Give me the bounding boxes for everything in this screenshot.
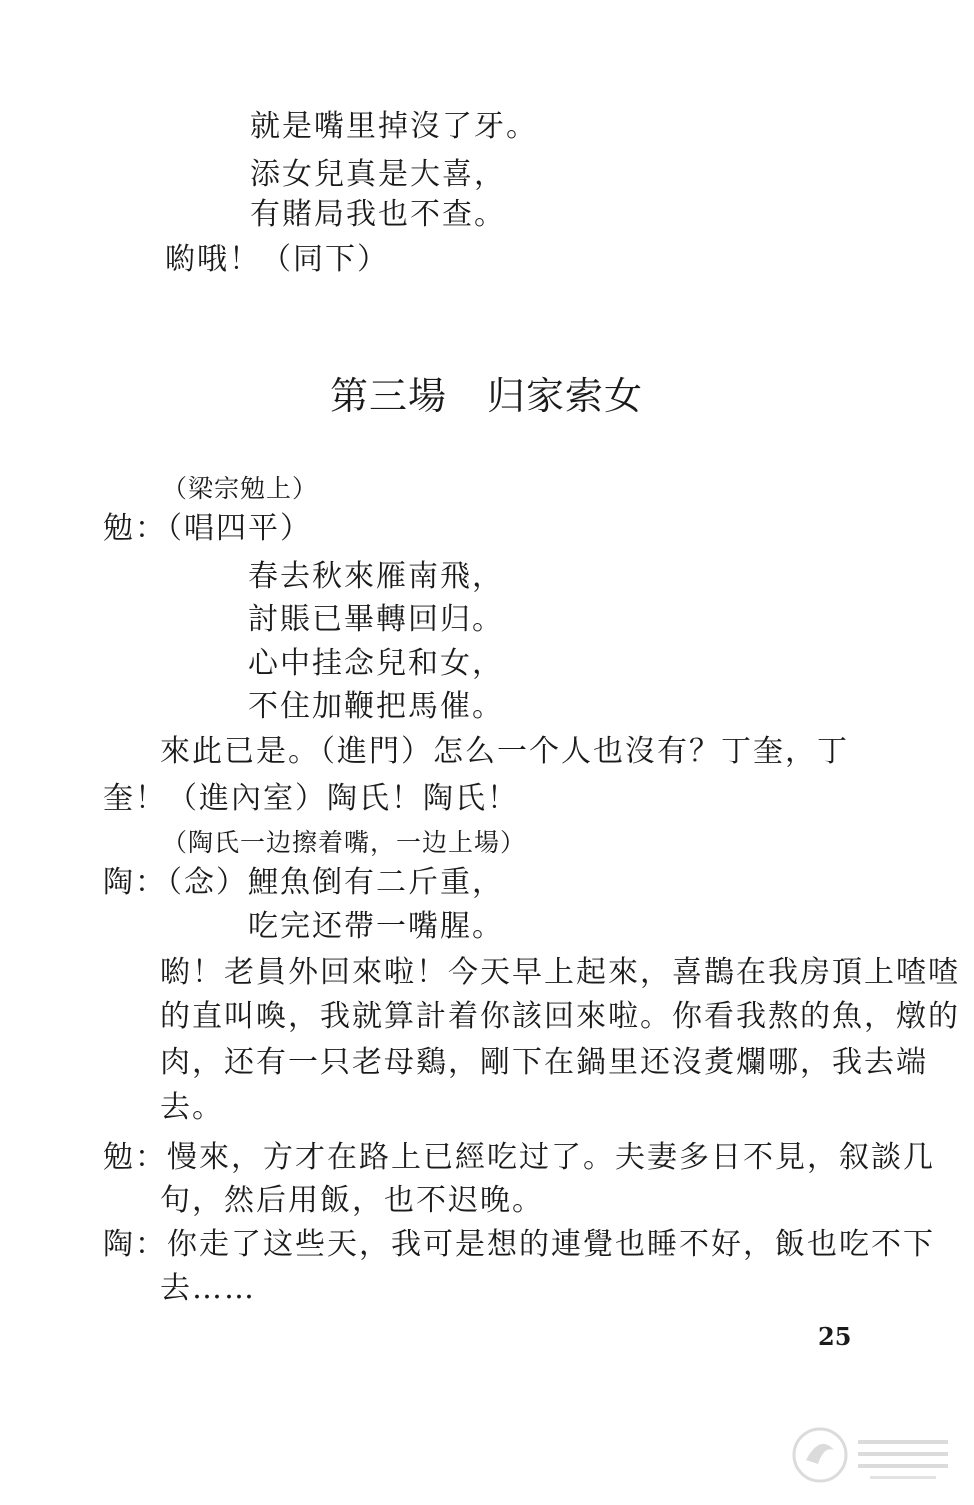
- dialogue-line-2: 來此已是。（進門）怎么一个人也沒有？丁奎，丁: [160, 734, 849, 769]
- dialogue-line-4: 陶：（念）鯉魚倒有二斤重，: [103, 865, 504, 900]
- dialogue-line-1: 勉：（唱四平）: [103, 511, 312, 546]
- verse-line-4: 不住加鞭把馬催。: [248, 689, 504, 724]
- verse-line-3: 心中挂念兒和女，: [248, 646, 504, 681]
- dialogue-line-3: 奎！（進內室）陶氏！陶氏！: [103, 781, 519, 816]
- text-line-2: 添女兒真是大喜，: [250, 157, 506, 192]
- scene-number: 第三場: [330, 374, 448, 418]
- text-line-3: 有賭局我也不查。: [250, 197, 506, 232]
- verse-line-5: 吃完还帶一嘴腥。: [248, 909, 504, 944]
- stage-direction-2: （陶氏一边擦着嘴，一边上場）: [162, 828, 527, 857]
- dialogue-line-5: 喲！老員外回來啦！今天早上起來，喜鵲在我房頂上喳喳: [160, 955, 960, 990]
- verse-line-2: 討賬已畢轉回归。: [248, 602, 504, 637]
- text-line-4: 喲哦！（同下）: [165, 242, 389, 277]
- dialogue-line-6: 的直叫喚，我就算計着你該回來啦。你看我熬的魚，燉的: [160, 999, 960, 1034]
- page-number: 25: [818, 1322, 852, 1351]
- dialogue-line-7: 肉，还有一只老母鷄，剛下在鍋里还沒煑爛哪，我去端: [160, 1045, 928, 1080]
- dialogue-line-8: 去。: [160, 1090, 224, 1125]
- stage-direction-1: （梁宗勉上）: [162, 474, 319, 503]
- logo-icon: [790, 1420, 960, 1490]
- scene-name: 归家索女: [487, 374, 644, 418]
- dialogue-line-11: 陶：你走了这些天，我可是想的連覺也睡不好，飯也吃不下: [103, 1227, 935, 1262]
- verse-line-1: 春去秋來雁南飛，: [248, 559, 504, 594]
- dialogue-line-12: 去……: [160, 1271, 256, 1306]
- dialogue-line-10: 句，然后用飯，也不迟晚。: [160, 1183, 544, 1218]
- scene-title: [330, 372, 643, 420]
- text-line-1: 就是嘴里掉沒了牙。: [250, 109, 538, 144]
- dialogue-line-9: 勉：慢來，方才在路上已經吃过了。夫妻多日不見，叙談几: [103, 1140, 935, 1175]
